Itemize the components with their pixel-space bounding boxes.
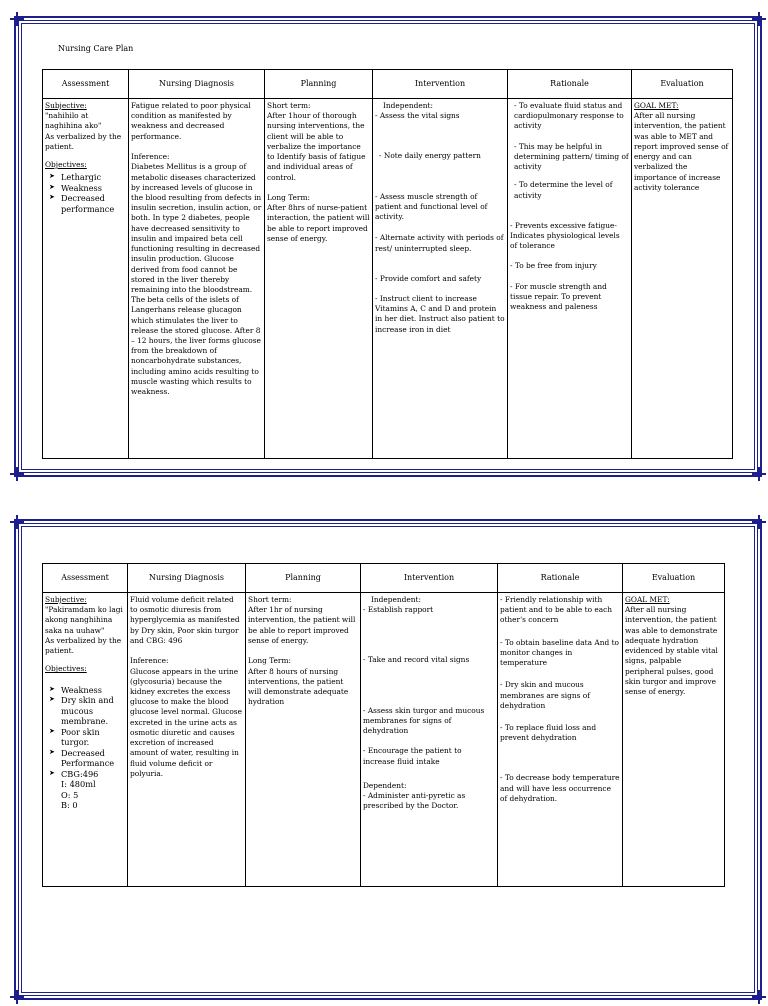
list-item: - Provide comfort and safety bbox=[375, 273, 482, 283]
header-assessment: Assessment bbox=[43, 70, 129, 99]
subjective-label: Subjective: bbox=[45, 101, 87, 110]
assessment-cell bbox=[43, 99, 129, 459]
header-rationale: Rationale bbox=[498, 564, 623, 593]
corner-ornament bbox=[752, 467, 766, 481]
objectives-list bbox=[45, 172, 126, 214]
list-item: - This may be helpful in determining pattern/ timing of activity bbox=[514, 141, 629, 172]
list-item: - Prevents excessive fatigue-Indicates physiological levels of tolerance bbox=[510, 220, 620, 251]
list-item: ➤ Weakness bbox=[45, 685, 125, 696]
intervention-cell bbox=[361, 593, 498, 887]
goal-met-label: GOAL MET: bbox=[634, 101, 679, 110]
header-intervention: Intervention bbox=[361, 564, 498, 593]
assessment-cell bbox=[43, 593, 128, 887]
subjective-text: "Pakiramdam ko lagi akong nanghihina saka na uuhaw" As verbalized by the patient. bbox=[45, 605, 123, 656]
diagnosis-cell bbox=[128, 593, 246, 887]
corner-ornament bbox=[10, 467, 24, 481]
diagnosis-text: Fluid volume deficit related to osmotic diuresis from hyperglycemia as manifested by Dry skin, Poor skin turgor and CBG: 496 Inference: Glucose appears in the urine (glycosuria) because the kidney excretes the excess glucose to make the blood glucose level normal. Glucose excreted in the urine acts as osmotic diuretic and causes excretion of increased amount of water, resulting in fluid volume deficit or polyuria. bbox=[130, 595, 242, 778]
rationale-cell bbox=[508, 99, 632, 459]
header-assessment: Assessment bbox=[43, 564, 128, 593]
header-intervention: Intervention bbox=[373, 70, 508, 99]
list-item: ➤ Dry skin and mucous membrane. bbox=[45, 695, 125, 727]
diagnosis-text: Fatigue related to poor physical condition as manifested by weakness and decreased performance. Inference: Diabetes Mellitus is a group of metabolic diseases characterized by increased levels of glucose in the blood resulting from defects in insulin secretion, insulin action, or both. In type 2 diabetes, people have decreased sensitivity to insulin and impaired beta cell functioning resulting in decreased insulin production. Glucose derived from food cannot be stored in the liver thereby remaining into the bloodstream. The beta cells of the islets of Langerhans release glucagon which stimulates the liver to release the stored glucose. After 8 – 12 hours, the liver forms glucose from the breakdown of noncarbohydrate substances, including amino acids resulting to muscle wasting which results to weakness. bbox=[131, 101, 262, 397]
list-item: - Assess the vital signs bbox=[375, 111, 460, 121]
list-item: ➤ Decreased Performance bbox=[45, 748, 125, 769]
diagnosis-cell bbox=[129, 99, 265, 459]
care-plan-table bbox=[42, 69, 733, 459]
independent-label: Independent: bbox=[371, 595, 421, 604]
list-item: - Encourage the patient to increase fluid intake bbox=[363, 746, 462, 766]
list-item: B: 0 bbox=[61, 800, 78, 811]
table-header-row bbox=[43, 70, 733, 99]
header-rationale: Rationale bbox=[508, 70, 632, 99]
corner-ornament bbox=[752, 12, 766, 26]
independent-label: Independent: bbox=[383, 101, 433, 110]
list-item: - Take and record vital signs bbox=[363, 655, 470, 665]
list-item: - For muscle strength and tissue repair. To prevent weakness and paleness bbox=[510, 281, 607, 312]
list-item: - Administer anti-pyretic as prescribed by the Doctor. bbox=[363, 790, 466, 811]
care-plan-page-2 bbox=[18, 523, 758, 996]
page-title: Nursing Care Plan bbox=[58, 44, 134, 53]
list-item: - To decrease body temperature and will have less occurrence of dehydration. bbox=[500, 773, 620, 803]
care-plan-page-1 bbox=[18, 20, 758, 473]
list-item: I: 480ml bbox=[61, 779, 96, 790]
corner-ornament bbox=[10, 12, 24, 26]
objectives-label: Objectives: bbox=[45, 664, 87, 674]
list-item: - Note daily energy pattern bbox=[379, 151, 481, 161]
list-item: ➤ Decreased performance bbox=[45, 193, 126, 214]
list-item: - Alternate activity with periods of rest/ uninterrupted sleep. bbox=[375, 233, 504, 253]
list-item: - To replace fluid loss and prevent dehydration bbox=[500, 722, 597, 743]
list-item: - Assess muscle strength of patient and functional level of activity. bbox=[375, 191, 488, 222]
header-evaluation: Evaluation bbox=[632, 70, 733, 99]
table-header-row bbox=[43, 564, 725, 593]
planning-cell bbox=[246, 593, 361, 887]
evaluation-text: After all nursing intervention, the patient was able to MET and report improved sense of energy and can verbalized the importance of increase activity tolerance bbox=[634, 111, 729, 192]
subjective-label: Subjective: bbox=[45, 595, 87, 604]
planning-text: Short term: After 1hr of nursing intervention, the patient will be able to report improved sense of energy. Long Term: After 8 hours of nursing interventions, the patient will demonstrate adequate hydration bbox=[248, 595, 356, 707]
list-item: - Establish rapport bbox=[363, 605, 434, 615]
planning-cell bbox=[265, 99, 373, 459]
list-item: - Dry skin and mucous membranes are signs of dehydration bbox=[500, 680, 590, 710]
corner-ornament bbox=[752, 515, 766, 529]
objectives-label: Objectives: bbox=[45, 160, 87, 170]
header-diagnosis: Nursing Diagnosis bbox=[129, 70, 265, 99]
list-item: ➤ Lethargic bbox=[45, 172, 126, 183]
header-planning: Planning bbox=[246, 564, 361, 593]
list-item: O: 5 bbox=[61, 789, 79, 800]
header-evaluation: Evaluation bbox=[623, 564, 725, 593]
goal-met-label: GOAL MET: bbox=[625, 595, 670, 604]
evaluation-cell bbox=[623, 593, 725, 887]
list-item: ➤ Weakness bbox=[45, 183, 126, 194]
rationale-cell bbox=[498, 593, 623, 887]
list-item: - Assess skin turgor and mucous membranes for signs of dehydration bbox=[363, 705, 485, 736]
objectives-list bbox=[45, 685, 125, 811]
header-planning: Planning bbox=[265, 70, 373, 99]
subjective-text: "nahihilo at naghihina ako" As verbalized by the patient. bbox=[45, 111, 122, 151]
list-item: - To obtain baseline data And to monitor changes in temperature bbox=[500, 637, 620, 668]
corner-ornament bbox=[752, 990, 766, 1004]
table-row bbox=[43, 593, 725, 887]
planning-text: Short term: After 1hour of thorough nursing interventions, the client will be able to verbalize the importance to Identify basis of fatigue and individual areas of control. Long Term: After 8hrs of nurse-patient interaction, the patient will be able to report improved sense of energy. bbox=[267, 101, 370, 243]
corner-ornament bbox=[10, 990, 24, 1004]
list-item: - To be free from injury bbox=[510, 261, 597, 271]
evaluation-text: After all nursing intervention, the patient was able to demonstrate adequate hydration evidenced by stable vital signs, palpable peripheral pulses, good skin turgor and improve sense of energy. bbox=[625, 605, 718, 696]
list-item: ➤ Poor skin turgor. bbox=[45, 727, 125, 748]
dependent-label: Dependent: bbox=[363, 780, 407, 790]
table-row bbox=[43, 99, 733, 459]
corner-ornament bbox=[10, 515, 24, 529]
header-diagnosis: Nursing Diagnosis bbox=[128, 564, 246, 593]
list-item: - Friendly relationship with patient and to be able to each other's concern bbox=[500, 595, 613, 625]
evaluation-cell bbox=[632, 99, 733, 459]
list-item: ➤ CBG:496 bbox=[45, 769, 125, 780]
care-plan-table bbox=[42, 563, 725, 887]
list-item: - To evaluate fluid status and cardiopulmonary response to activity bbox=[514, 101, 624, 131]
intervention-cell bbox=[373, 99, 508, 459]
list-item: - To determine the level of activity bbox=[514, 180, 613, 200]
list-item: - Instruct client to increase Vitamins A, C and D and protein in her diet. Instruct also patient to increase iron in diet bbox=[375, 293, 505, 334]
